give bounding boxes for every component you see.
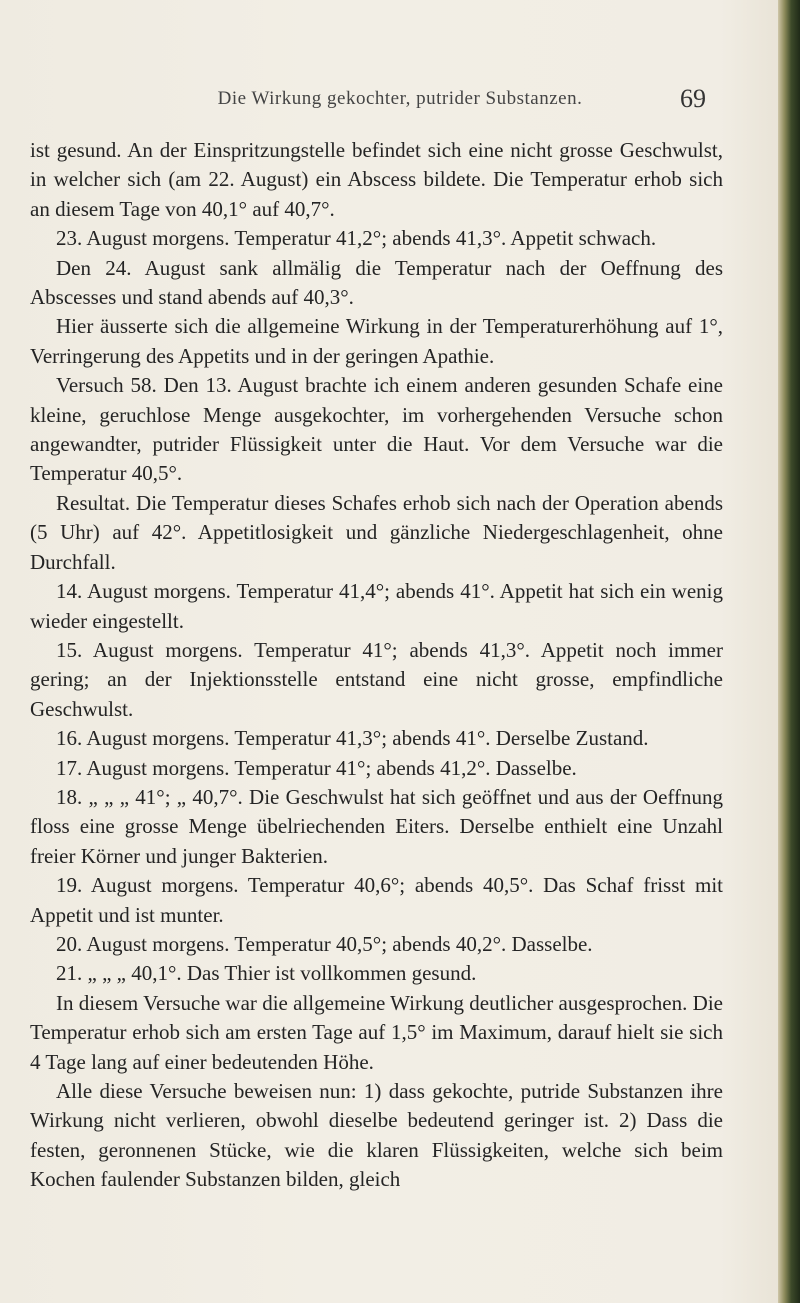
paragraph: Hier äusserte sich die allgemeine Wirkung in der Temperaturerhöhung auf 1°, Verringerung des Appetits und in der geringen Apathie. xyxy=(30,314,723,368)
paragraph: Alle diese Versuche beweisen nun: 1) dass gekochte, putride Substanzen ihre Wirkung nicht verlieren, obwohl dieselbe bedeutend geringer ist. 2) Dass die festen, geronnenen Stücke, wie die klaren Flüssigkeiten, welche sich beim Kochen faulender Substanzen bilden, gleich xyxy=(30,1079,723,1192)
paragraph: Resultat. Die Temperatur dieses Schafes erhob sich nach der Operation abends (5 Uhr) auf 42°. Appetitlosigkeit und gänzliche Niedergeschlagenheit, ohne Durchfall. xyxy=(30,490,723,574)
running-title: Die Wirkung gekochter, putrider Substanzen. xyxy=(217,88,583,109)
paragraph: 21. „ „ „ 40,1°. Das Thier ist vollkommen gesund. xyxy=(56,961,477,986)
paragraph: 16. August morgens. Temperatur 41,3°; abends 41°. Derselbe Zustand. xyxy=(56,726,649,751)
paragraph: 20. August morgens. Temperatur 40,5°; abends 40,2°. Dasselbe. xyxy=(56,931,593,956)
paragraph: 15. August morgens. Temperatur 41°; abends 41,3°. Appetit noch immer gering; an der Injektionsstelle entstand eine nicht grosse, empfindliche Geschwulst. xyxy=(30,637,723,721)
paragraph: 19. August morgens. Temperatur 40,6°; abends 40,5°. Das Schaf frisst mit Appetit und ist munter. xyxy=(30,873,723,927)
paragraph: 14. August morgens. Temperatur 41,4°; abends 41°. Appetit hat sich ein wenig wieder eingestellt. xyxy=(30,579,723,633)
paragraph: 17. August morgens. Temperatur 41°; abends 41,2°. Dasselbe. xyxy=(56,755,577,780)
paragraph: 23. August morgens. Temperatur 41,2°; abends 41,3°. Appetit schwach. xyxy=(56,226,657,251)
body-text xyxy=(30,136,723,1195)
paragraph: ist gesund. An der Einspritzungstelle befindet sich eine nicht grosse Geschwulst, in welcher sich (am 22. August) ein Abscess bildete. Die Temperatur erhob sich an diesem Tage von 40,1° auf 40,7°. xyxy=(30,138,723,221)
paragraph: In diesem Versuche war die allgemeine Wirkung deutlicher ausgesprochen. Die Temperatur erhob sich am ersten Tage auf 1,5° im Maximum, darauf hielt sie sich 4 Tage lang auf einer bedeutenden Höhe. xyxy=(30,990,723,1074)
book-spine-edge xyxy=(778,0,800,1303)
page-number: 69 xyxy=(680,84,706,113)
paragraph: 18. „ „ „ 41°; „ 40,7°. Die Geschwulst hat sich geöffnet und aus der Oeffnung floss eine grosse Menge übelriechenden Eiters. Derselbe enthielt eine Unzahl freier Körner und junger Bakterien. xyxy=(30,784,723,868)
running-header xyxy=(100,84,706,114)
paragraph: Den 24. August sank allmälig die Temperatur nach der Oeffnung des Abscesses und stand abends auf 40,3°. xyxy=(30,255,723,310)
paragraph: Versuch 58. Den 13. August brachte ich einem anderen gesunden Schafe eine kleine, geruchlose Menge ausgekochter, im vorhergehenden Versuche schon angewandter, putrider Flüssigkeit unter die Haut. Vor dem Versuche war die Temperatur 40,5°. xyxy=(30,373,723,486)
